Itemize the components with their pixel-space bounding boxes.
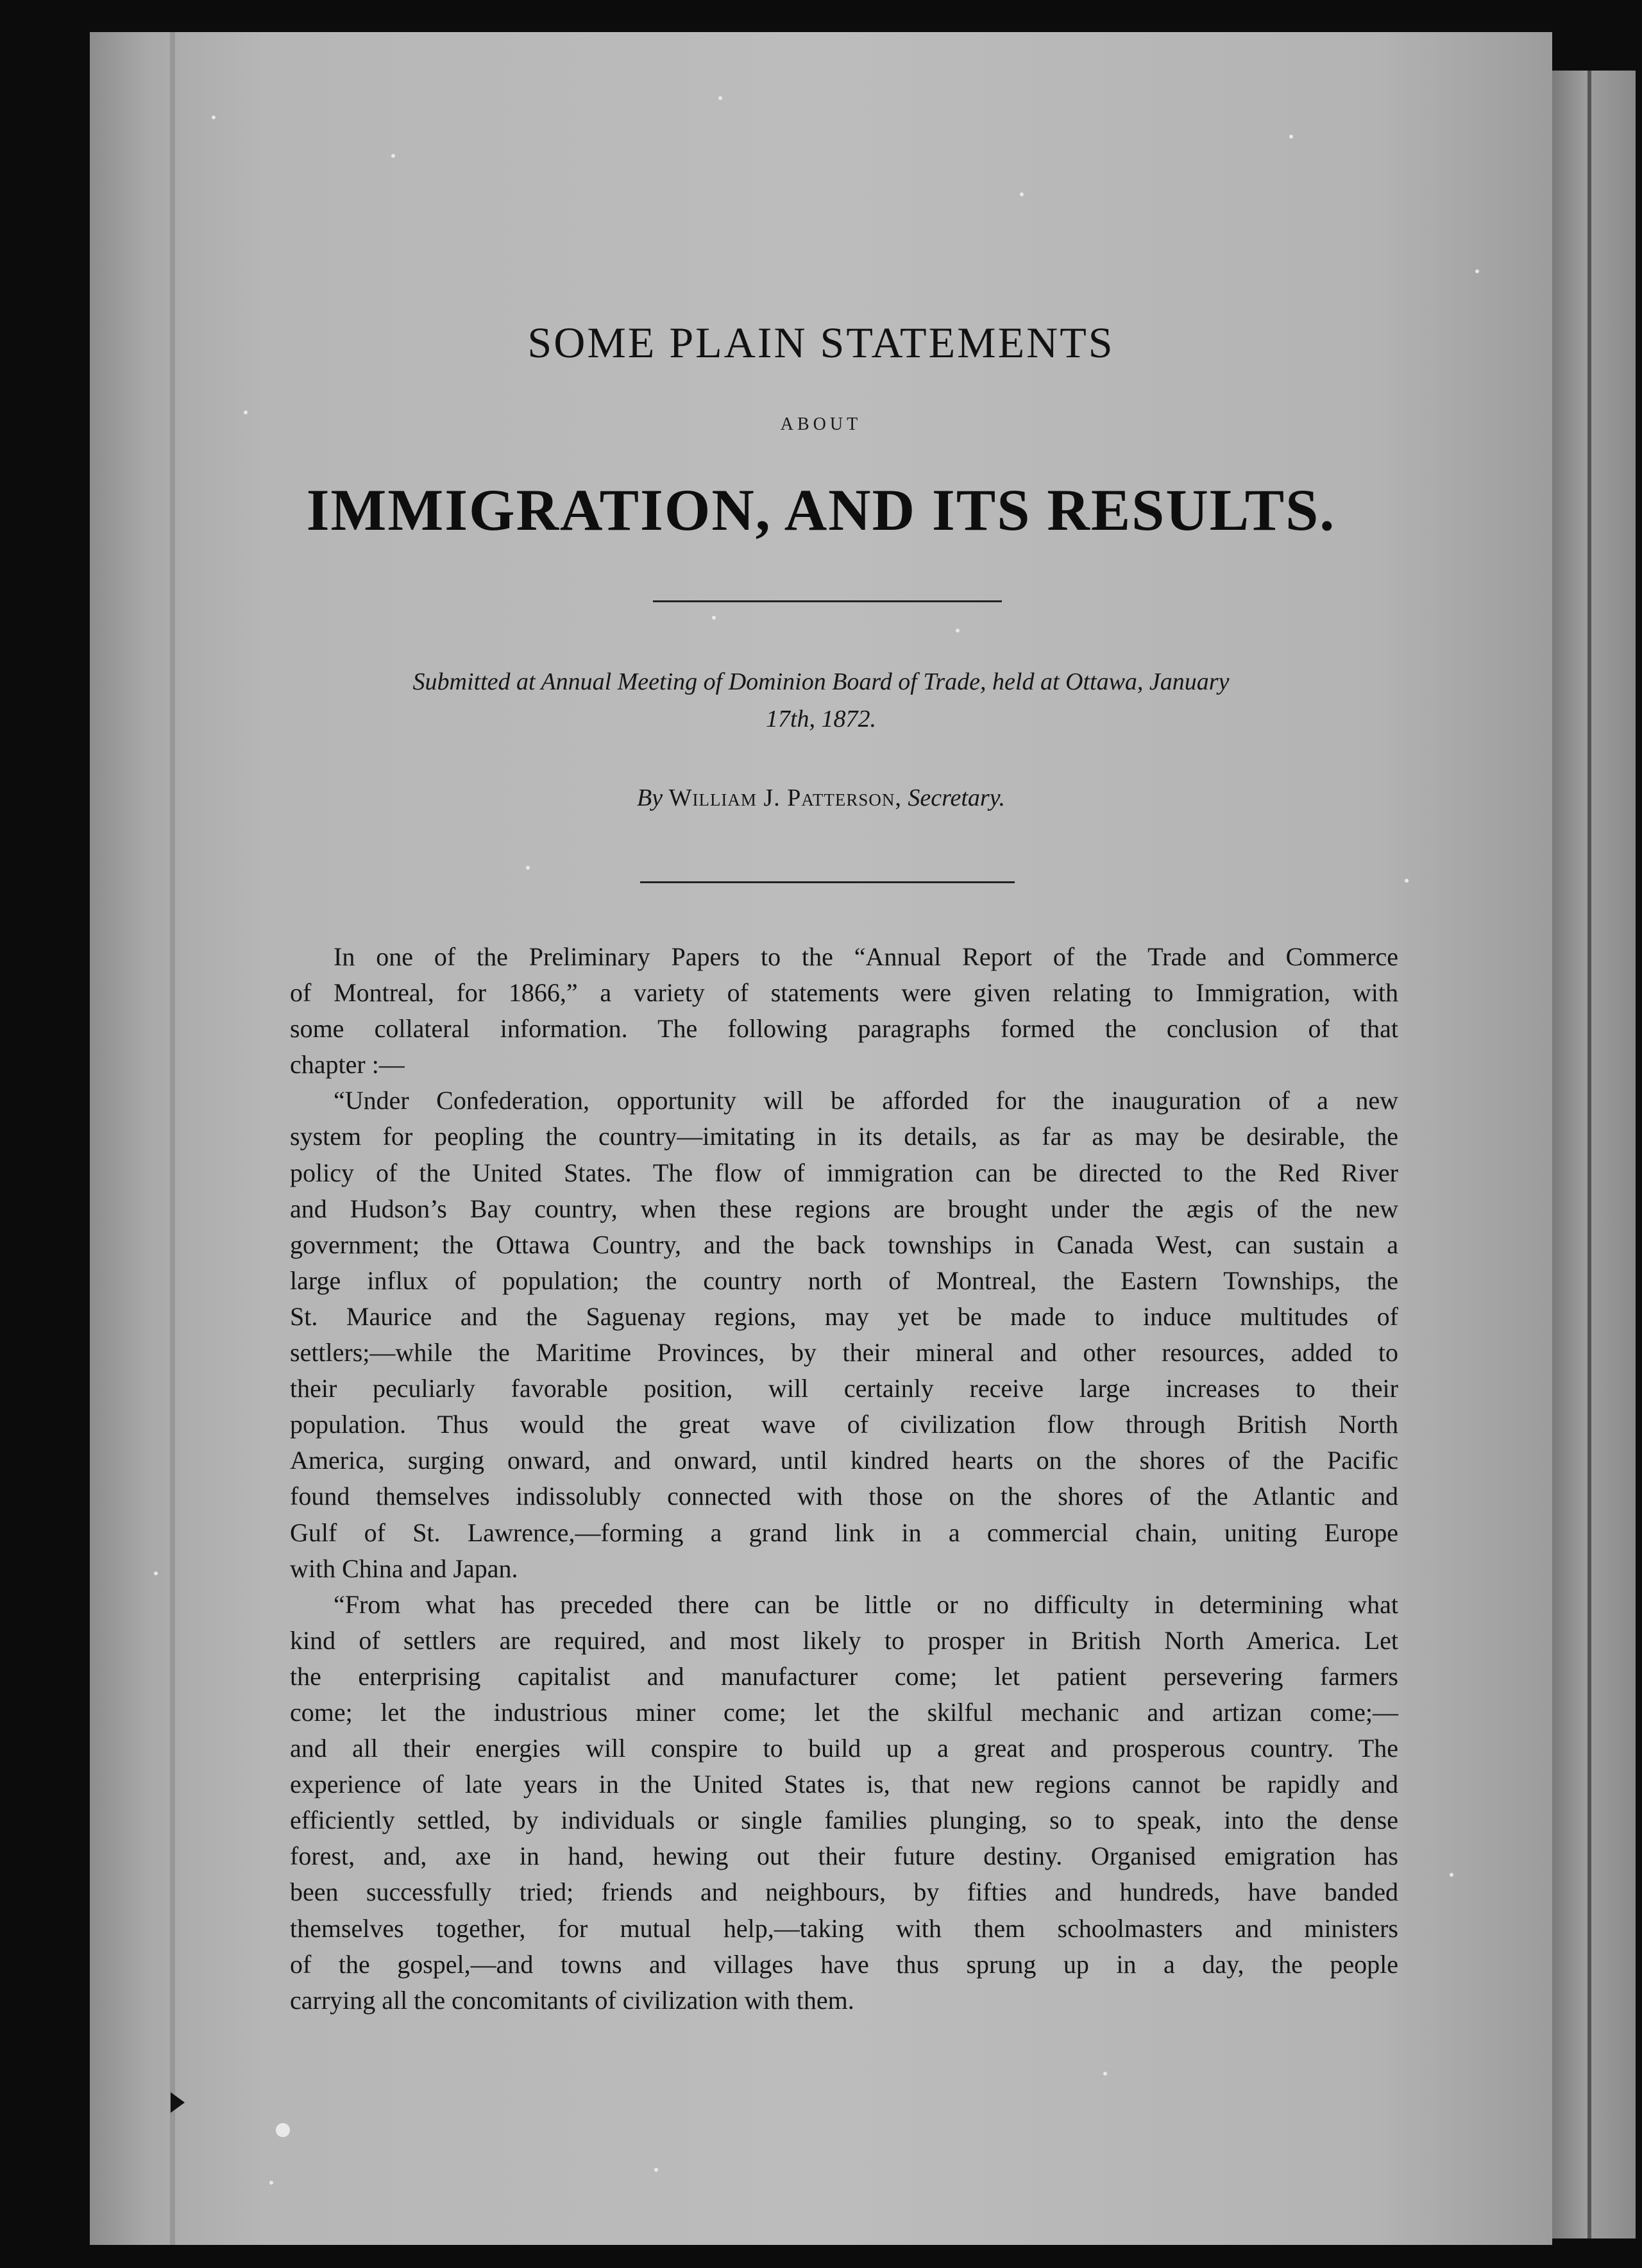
scan-speck (1103, 2072, 1107, 2076)
title-rule (653, 600, 1002, 602)
scan-speck (276, 2123, 290, 2137)
body-line: and Hudson’s Bay country, when these regions are brought under the ægis of the new (290, 1194, 1398, 1223)
body-line: “From what has preceded there can be little or no difficulty in determining what (334, 1589, 1398, 1619)
submitted-line-2: 17th, 1872. (765, 706, 877, 732)
body-line: of Montreal, for 1866,” a variety of statements were given relating to Immigration, with (290, 978, 1398, 1008)
body-text (290, 939, 1398, 2018)
scan-speck (1450, 1873, 1453, 1877)
scan-speck (526, 866, 530, 870)
body-line: experience of late years in the United States is, that new regions cannot be rapidly and (290, 1770, 1398, 1799)
body-line: with China and Japan. (290, 1553, 518, 1583)
body-line: been successfully tried; friends and neighbours, by fifties and hundreds, have banded (290, 1877, 1398, 1907)
body-line: St. Maurice and the Saguenay regions, may yet be made to induce multitudes of (290, 1301, 1398, 1331)
body-line: policy of the United States. The flow of immigration can be directed to the Red River (290, 1158, 1398, 1187)
body-line: In one of the Preliminary Papers to the “Annual Report of the Trade and Commerce (334, 942, 1398, 971)
scan-speck (154, 1571, 158, 1575)
byline-prefix: By (637, 784, 663, 811)
body-line: government; the Ottawa Country, and the back townships in Canada West, can sustain a (290, 1230, 1398, 1259)
scan-speck (712, 616, 716, 620)
body-line: the enterprising capitalist and manufacturer come; let patient persevering farmers (290, 1661, 1398, 1691)
body-line: large influx of population; the country north of Montreal, the Eastern Townships, the (290, 1265, 1398, 1295)
scan-speck (1020, 192, 1024, 196)
body-line: settlers;—while the Maritime Provinces, by their mineral and other resources, added to (290, 1338, 1398, 1367)
submitted-line-1: Submitted at Annual Meeting of Dominion Board of Trade, held at Ottawa, January (412, 668, 1230, 695)
byline-role: Secretary. (908, 784, 1005, 811)
body-line: forest, and, axe in hand, hewing out their future destiny. Organised emigration has (290, 1841, 1398, 1871)
scan-speck (718, 96, 722, 100)
body-line: their peculiarly favorable position, will certainly receive large increases to their (290, 1374, 1398, 1403)
title-about: ABOUT (780, 414, 862, 434)
body-line: themselves together, for mutual help,—taking with them schoolmasters and ministers (290, 1913, 1398, 1943)
scan-speck (1405, 879, 1409, 883)
body-line: some collateral information. The following paragraphs formed the conclusion of that (290, 1014, 1398, 1044)
scan-speck (391, 154, 395, 158)
scan-speck (654, 2168, 658, 2172)
scan-speck (212, 115, 216, 119)
scan-speck (1475, 269, 1479, 273)
next-page-edge (1552, 71, 1636, 2238)
byline-rule (640, 881, 1015, 883)
body-line: and all their energies will conspire to build up a great and prosperous country. The (290, 1734, 1398, 1763)
byline-author: William J. Patterson, (668, 784, 902, 811)
body-line: “Under Confederation, opportunity will be afforded for the inauguration of a new (334, 1086, 1398, 1115)
title-line-1: SOME PLAIN STATEMENTS (527, 318, 1115, 367)
title-line-2: IMMIGRATION, AND ITS RESULTS. (306, 477, 1336, 543)
byline (0, 784, 1642, 812)
body-line: system for peopling the country—imitating in its details, as far as may be desirable, the (290, 1122, 1398, 1151)
scan-speck (269, 2181, 273, 2185)
body-line: of the gospel,—and towns and villages have thus sprung up in a day, the people (290, 1949, 1398, 1979)
scan-speck (1289, 135, 1293, 139)
body-line: efficiently settled, by individuals or single families plunging, so to speak, into the dense (290, 1806, 1398, 1835)
scan-speck (956, 629, 960, 632)
body-line: chapter :— (290, 1050, 405, 1079)
body-line: come; let the industrious miner come; let the skilful mechanic and artizan come;— (290, 1697, 1398, 1727)
next-page-edge-line (1587, 71, 1591, 2238)
body-line: population. Thus would the great wave of civilization flow through British North (290, 1410, 1398, 1439)
submitted-note (269, 663, 1373, 738)
body-line: America, surging onward, and onward, until kindred hearts on the shores of the Pacific (290, 1446, 1398, 1475)
body-line: kind of settlers are required, and most likely to prosper in British North America. Let (290, 1625, 1398, 1655)
body-line: found themselves indissolubly connected with those on the shores of the Atlantic and (290, 1482, 1398, 1511)
body-line: Gulf of St. Lawrence,—forming a grand link in a commercial chain, uniting Europe (290, 1518, 1398, 1547)
body-line: carrying all the concomitants of civilization with them. (290, 1985, 854, 2015)
margin-pointer-mark (171, 2092, 185, 2113)
